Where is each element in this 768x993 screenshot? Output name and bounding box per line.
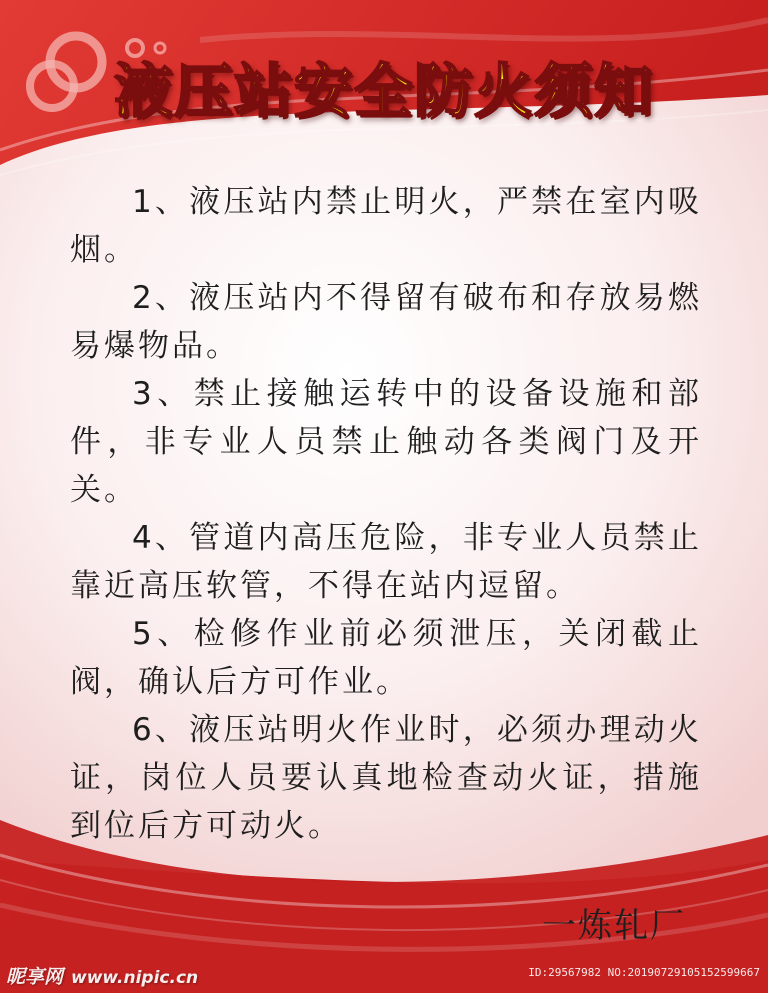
rule-item-2: 2、液压站内不得留有破布和存放易燃易爆物品。 [70, 280, 702, 364]
watermark-id: ID:29567982 NO:20190729105152599667 [528, 966, 760, 979]
rule-item-4: 4、管道内高压危险，非专业人员禁止靠近高压软管，不得在站内逗留。 [70, 520, 702, 604]
page-title: 液压站安全防火须知 [113, 57, 654, 125]
rules-list [70, 178, 702, 850]
rule-item-6: 6、液压站明火作业时，必须办理动火证，岗位人员要认真地检查动火证，措施到位后方可动火。 [70, 712, 702, 844]
watermark-site: www.nipic.cn [71, 968, 199, 988]
watermark-brand-name: 昵享网 [6, 966, 64, 988]
factory-signature: 一炼轧厂 [542, 906, 686, 946]
rule-item-3: 3、禁止接触运转中的设备设施和部件，非专业人员禁止触动各类阀门及开关。 [70, 376, 702, 508]
rule-item-5: 5、检修作业前必须泄压，关闭截止阀，确认后方可作业。 [70, 616, 702, 700]
rule-item-1: 1、液压站内禁止明火，严禁在室内吸烟。 [70, 184, 702, 268]
watermark-brand [6, 962, 198, 989]
